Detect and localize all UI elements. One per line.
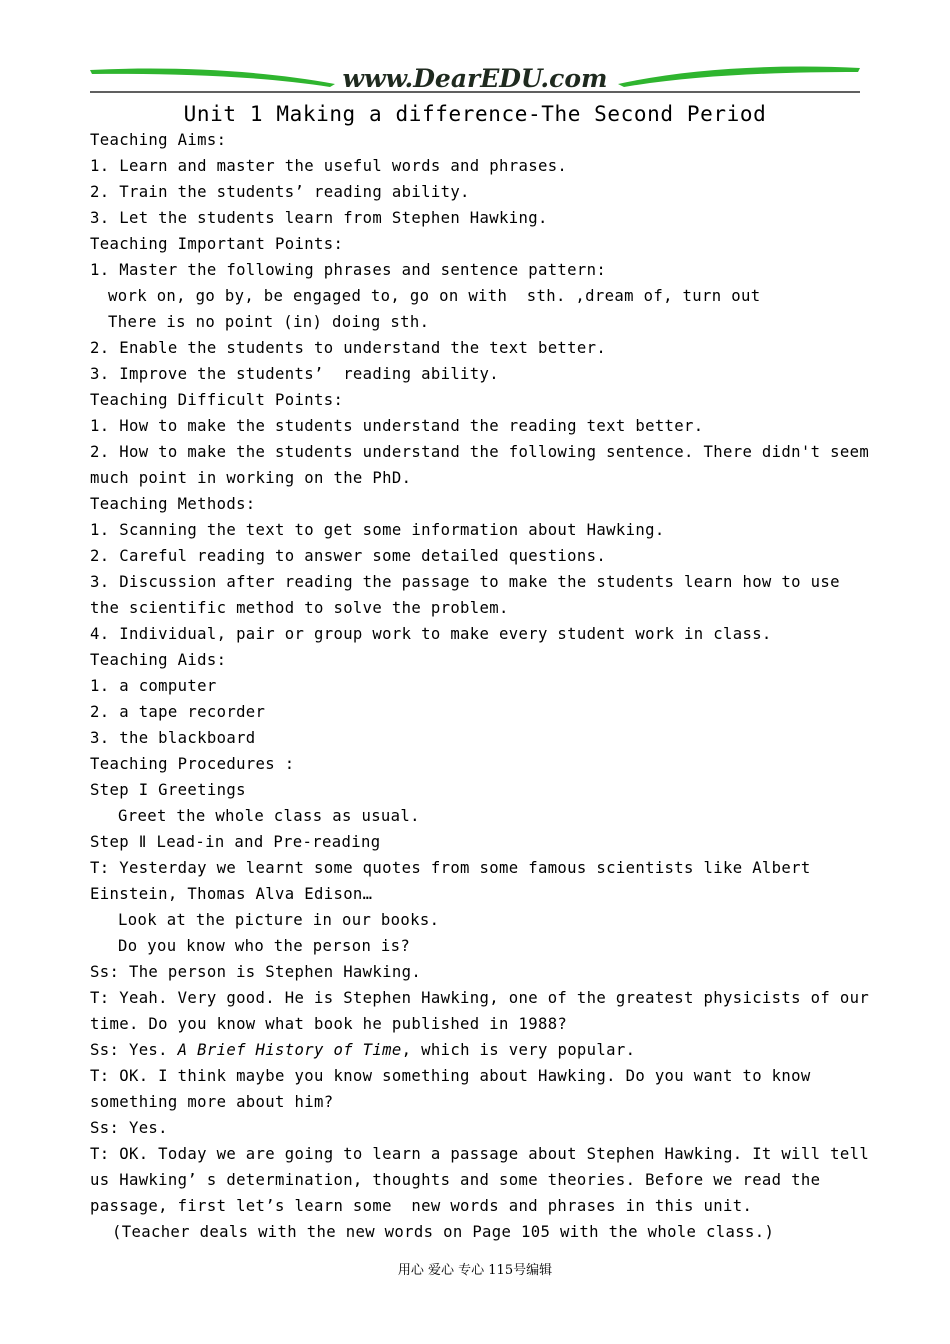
difficult-item: 2. How to make the students understand the following sentence. There didn't seem bbox=[90, 443, 870, 461]
dialogue-line: us Hawking’ s determination, thoughts and some theories. Before we read the bbox=[90, 1171, 821, 1189]
difficult-item: 1. How to make the students understand the reading text better. bbox=[90, 417, 704, 435]
dialogue-line: T: OK. Today we are going to learn a passage about Stephen Hawking. It will tell bbox=[90, 1145, 870, 1163]
aid-item: 3. the blackboard bbox=[90, 729, 256, 747]
step-text: Greet the whole class as usual. bbox=[118, 807, 420, 825]
teaching-methods-heading: Teaching Methods: bbox=[90, 495, 256, 513]
page-title: Unit 1 Making a difference-The Second Period bbox=[183, 102, 767, 126]
teacher-note: (Teacher deals with the new words on Page 105 with the whole class.) bbox=[112, 1223, 775, 1241]
teaching-aids-heading: Teaching Aids: bbox=[90, 651, 227, 669]
site-header-banner bbox=[90, 62, 860, 96]
dialogue-line: Einstein, Thomas Alva Edison… bbox=[90, 885, 373, 903]
step-heading: Step I Greetings bbox=[90, 781, 246, 799]
site-name: www.DearEDU.com bbox=[342, 64, 608, 93]
right-swoosh bbox=[618, 67, 860, 87]
dialogue-line: Do you know who the person is? bbox=[118, 937, 411, 955]
important-item: 1. Master the following phrases and sentence pattern: bbox=[90, 261, 607, 279]
book-title: A Brief History of Time bbox=[177, 1041, 402, 1059]
sentence-pattern: There is no point (in) doing sth. bbox=[108, 313, 430, 331]
aid-item: 1. a computer bbox=[90, 677, 217, 695]
method-item: 2. Careful reading to answer some detailed questions. bbox=[90, 547, 607, 565]
page-footer: 用心 爱心 专心 115号编辑 bbox=[397, 1263, 553, 1278]
method-item: 4. Individual, pair or group work to make every student work in class. bbox=[90, 625, 772, 643]
dialogue-line: time. Do you know what book he published in 1988? bbox=[90, 1015, 568, 1033]
aim-item: 3. Let the students learn from Stephen Hawking. bbox=[90, 209, 548, 227]
dialogue-line: T: OK. I think maybe you know something about Hawking. Do you want to know bbox=[90, 1067, 811, 1085]
important-points-heading: Teaching Important Points: bbox=[90, 235, 344, 253]
method-item-continued: the scientific method to solve the problem. bbox=[90, 599, 509, 617]
dialogue-line: T: Yeah. Very good. He is Stephen Hawking, one of the greatest physicists of our bbox=[90, 989, 870, 1007]
difficult-points-heading: Teaching Difficult Points: bbox=[90, 391, 344, 409]
dialogue-line: something more about him? bbox=[90, 1093, 334, 1111]
dialogue-line: T: Yesterday we learnt some quotes from some famous scientists like Albert bbox=[90, 859, 811, 877]
aid-item: 2. a tape recorder bbox=[90, 703, 266, 721]
method-item: 3. Discussion after reading the passage to make the students learn how to use bbox=[90, 573, 840, 591]
lesson-plan-body bbox=[90, 127, 870, 1245]
step-heading: Step Ⅱ Lead-in and Pre-reading bbox=[90, 833, 381, 851]
aim-item: 1. Learn and master the useful words and phrases. bbox=[90, 157, 568, 175]
difficult-item-continued: much point in working on the PhD. bbox=[90, 469, 412, 487]
dialogue-line: passage, first let’s learn some new words and phrases in this unit. bbox=[90, 1197, 753, 1215]
important-item: 3. Improve the students’ reading ability. bbox=[90, 365, 500, 383]
teaching-aims-heading: Teaching Aims: bbox=[90, 131, 227, 149]
left-swoosh bbox=[90, 69, 335, 87]
dialogue-line: Ss: Yes. bbox=[90, 1119, 168, 1137]
dialogue-line: Ss: The person is Stephen Hawking. bbox=[90, 963, 422, 981]
aim-item: 2. Train the students’ reading ability. bbox=[90, 183, 470, 201]
phrase-list: work on, go by, be engaged to, go on with sth. ,dream of, turn out bbox=[108, 287, 761, 305]
method-item: 1. Scanning the text to get some information about Hawking. bbox=[90, 521, 665, 539]
dialogue-line: Look at the picture in our books. bbox=[118, 911, 440, 929]
teaching-procedures-heading: Teaching Procedures : bbox=[90, 755, 295, 773]
green-swoosh-logo bbox=[90, 62, 860, 96]
dialogue-rest: , which is very popular. bbox=[401, 1041, 636, 1059]
dialogue-line bbox=[90, 1037, 860, 1063]
dialogue-speaker-text: Ss: Yes. bbox=[90, 1041, 178, 1059]
important-item: 2. Enable the students to understand the text better. bbox=[90, 339, 607, 357]
